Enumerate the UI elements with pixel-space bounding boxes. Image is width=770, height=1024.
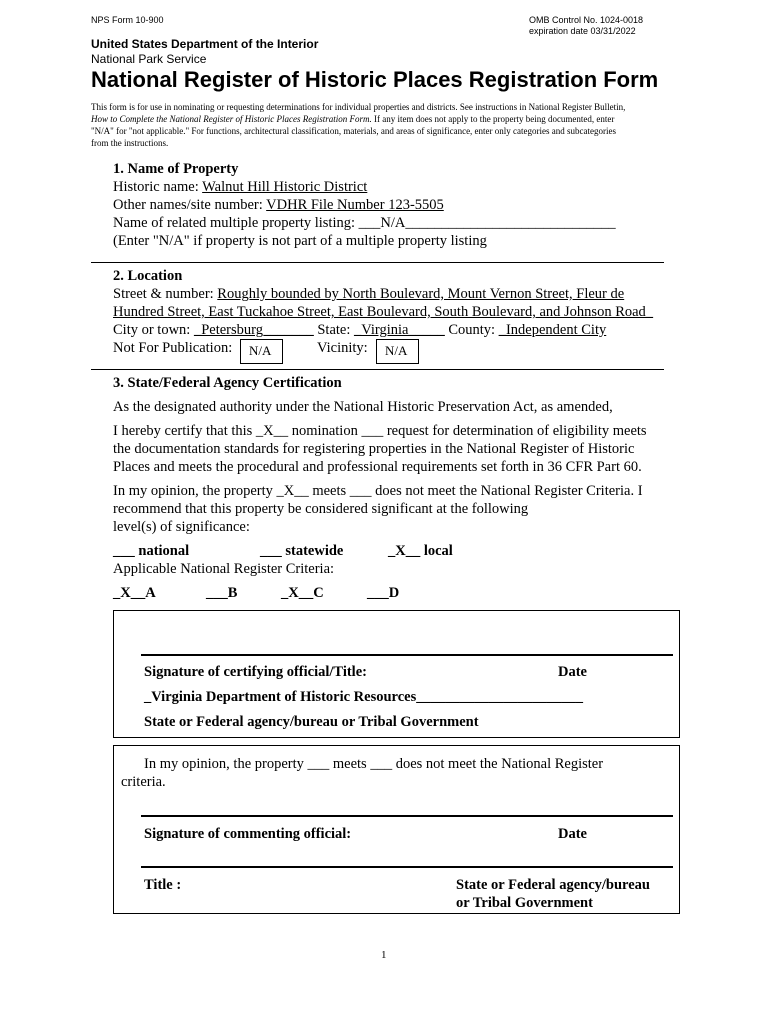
county-label: County:: [444, 322, 499, 338]
street-row-1: [113, 285, 624, 303]
certifying-signature-label: Signature of certifying official/Title:: [144, 664, 367, 680]
opinion-line-3: level(s) of significance:: [113, 519, 250, 535]
service-name: National Park Service: [91, 52, 207, 66]
comment-opinion-line-2: criteria.: [121, 774, 166, 790]
other-names-row: [113, 196, 444, 214]
not-for-publication-field[interactable]: N/A: [240, 339, 283, 364]
section-divider: [91, 369, 664, 370]
criteria-label: Applicable National Register Criteria:: [113, 561, 335, 577]
state-value[interactable]: _Virginia_____: [354, 322, 445, 338]
commenting-date-label: Date: [558, 826, 587, 842]
vicinity-label: Vicinity:: [317, 340, 368, 356]
related-listing-label: Name of related multiple property listing:: [113, 215, 359, 231]
vicinity-field[interactable]: N/A: [376, 339, 419, 364]
other-names-value[interactable]: VDHR File Number 123-5505: [266, 197, 444, 213]
level-statewide[interactable]: ___ statewide: [260, 543, 344, 559]
certify-line-2: the documentation standards for registering properties in the National Register of Historic: [113, 441, 635, 457]
certify-line-1: I hereby certify that this _X__ nomination ___ request for determination of eligibility meets: [113, 423, 647, 439]
title-line[interactable]: [141, 866, 673, 868]
section1-note: (Enter "N/A" if property is not part of a multiple property listing: [113, 233, 487, 249]
street-value-1[interactable]: Roughly bounded by North Boulevard, Mount Vernon Street, Fleur de: [217, 286, 625, 302]
other-names-label: Other names/site number:: [113, 197, 267, 213]
city-value[interactable]: _Petersburg_______: [193, 322, 314, 338]
omb-control-number: OMB Control No. 1024-0018: [529, 15, 644, 25]
related-listing-row: [113, 214, 616, 232]
historic-name-value[interactable]: Walnut Hill Historic District: [202, 179, 368, 195]
page-number: 1: [381, 949, 387, 961]
historic-name-label: Historic name:: [113, 179, 203, 195]
criterion-c[interactable]: _X__C: [281, 585, 324, 601]
city-state-county-row: [113, 321, 606, 339]
related-listing-value[interactable]: ___N/A_____________________________: [358, 215, 616, 231]
section-divider: [91, 262, 664, 263]
criterion-b[interactable]: ___B: [206, 585, 238, 601]
section2-heading: 2. Location: [113, 268, 183, 284]
level-national[interactable]: ___ national: [113, 543, 190, 559]
certifying-date-label: Date: [558, 664, 587, 680]
commenting-agency-label-1: State or Federal agency/bureau: [456, 877, 650, 893]
level-local[interactable]: _X__ local: [388, 543, 453, 559]
opinion-line-1: In my opinion, the property _X__ meets ___ does not meet the National Register Criteria. I: [113, 483, 643, 499]
street-label: Street & number:: [113, 286, 218, 302]
form-number: NPS Form 10-900: [91, 15, 164, 25]
commenting-signature-label: Signature of commenting official:: [144, 826, 352, 842]
section1-heading: 1. Name of Property: [113, 161, 239, 177]
comment-opinion-line-1: In my opinion, the property ___ meets ___ does not meet the National Register: [144, 756, 604, 772]
street-value-2[interactable]: Hundred Street, East Tuckahoe Street, East Boulevard, South Boulevard, and Johnson Road_: [113, 304, 654, 320]
commenting-agency-label-2: or Tribal Government: [456, 895, 593, 911]
intro-line-3: "N/A" for "not applicable." For functions, architectural classification, materials, and areas of significance, enter only categories and subcategories: [91, 126, 617, 136]
opinion-line-2: recommend that this property be considered significant at the following: [113, 501, 529, 517]
department-name: United States Department of the Interior: [91, 37, 319, 51]
certifying-agency-label: State or Federal agency/bureau or Tribal Government: [144, 714, 479, 730]
criterion-a[interactable]: _X__A: [113, 585, 156, 601]
intro-line-2-rest: If any item does not apply to the property being documented, enter: [371, 114, 615, 124]
intro-line-2: [91, 113, 691, 125]
city-label: City or town:: [113, 322, 194, 338]
state-label: State:: [313, 322, 355, 338]
intro-line-4: from the instructions.: [91, 138, 169, 148]
page-title: National Register of Historic Places Registration Form: [91, 67, 659, 92]
signature-line[interactable]: [141, 654, 673, 656]
county-value[interactable]: _Independent City: [498, 322, 607, 338]
bulletin-title: How to Complete the National Register of Historic Places Registration Form.: [91, 114, 372, 124]
section3-heading: 3. State/Federal Agency Certification: [113, 375, 342, 391]
intro-paragraph: [91, 101, 691, 149]
not-for-publication-label: Not For Publication:: [113, 340, 233, 356]
criterion-d[interactable]: ___D: [367, 585, 400, 601]
historic-name-row: [113, 178, 367, 196]
commenting-title-label: Title :: [144, 877, 182, 893]
expiration-date: expiration date 03/31/2022: [529, 26, 636, 36]
intro-line-1: This form is for use in nominating or requesting determinations for individual properties and districts. See instructions in National Register Bulletin,: [91, 102, 626, 112]
signature-line[interactable]: [141, 815, 673, 817]
authority-statement: As the designated authority under the National Historic Preservation Act, as amended,: [113, 399, 613, 415]
certifying-agency-value[interactable]: _Virginia Department of Historic Resources_______________________: [144, 689, 583, 705]
certify-line-3: Places and meets the procedural and professional requirements set forth in 36 CFR Part 60.: [113, 459, 642, 475]
